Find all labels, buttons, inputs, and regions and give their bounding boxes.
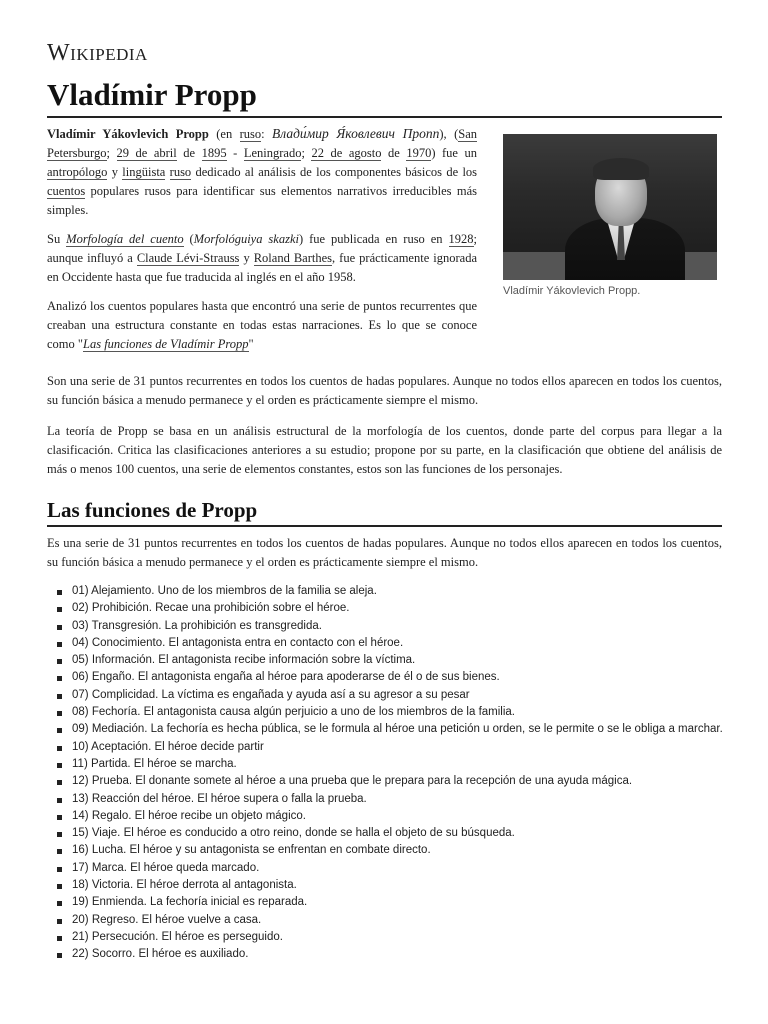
function-list-item: 01) Alejamiento. Uno de los miembros de la familia se aleja.	[47, 583, 737, 600]
text: dedicado al análisis de los componentes básicos de los	[191, 165, 478, 179]
function-list-item: 15) Viaje. El héroe es conducido a otro reino, donde se halla el objeto de su búsqueda.	[47, 825, 737, 842]
link-roland-barthes[interactable]: Roland Barthes	[253, 251, 333, 265]
functions-list	[47, 583, 737, 964]
function-list-item: 09) Mediación. La fechoría es hecha pública, se le formula al héroe una petición u orden, se le permite o se le obliga a marchar.	[47, 721, 737, 738]
function-list-item: 03) Transgresión. La prohibición es transgredida.	[47, 618, 737, 635]
link-1895[interactable]: 1895	[201, 146, 227, 160]
function-list-item: 13) Reacción del héroe. El héroe supera o falla la prueba.	[47, 791, 737, 808]
link-ruso[interactable]: ruso	[239, 127, 262, 141]
photo-figure-hair	[593, 158, 649, 180]
function-list-item: 14) Regalo. El héroe recibe un objeto mágico.	[47, 808, 737, 825]
function-list-item: 02) Prohibición. Recae una prohibición sobre el héroe.	[47, 600, 737, 617]
function-list-item: 21) Persecución. El héroe es perseguido.	[47, 929, 737, 946]
function-list-item: 08) Fechoría. El antagonista causa algún perjuicio a uno de los miembros de la familia.	[47, 704, 737, 721]
link-funciones-de-propp[interactable]: Las funciones de Vladímir Propp	[83, 337, 249, 351]
link-levi-strauss[interactable]: Claude Lévi-Strauss	[136, 251, 240, 265]
link-morfologia-del-cuento[interactable]: Morfología del cuento	[66, 232, 184, 246]
infobox-image	[503, 134, 717, 297]
text: (en	[208, 127, 240, 141]
link-1928[interactable]: 1928	[448, 232, 474, 246]
function-list-item: 06) Engaño. El antagonista engaña al héroe para apoderarse de él o de sus bienes.	[47, 669, 737, 686]
function-list-item: 16) Lucha. El héroe y su antagonista se enfrentan en combate directo.	[47, 842, 737, 859]
link-san-petersburgo[interactable]: San Petersburgo	[47, 127, 477, 160]
page-title: Vladímir Propp	[47, 76, 722, 118]
body-paragraph-b: La teoría de Propp se basa en un análisis estructural de la morfología de los cuentos, donde parte del corpus para llegar a la clasificación. Critica las clasificaciones anteriores a su estudio; propone por su parte, en la clasificación que obtiene del análisis de más o menos 100 cuentos, una serie de elementos constantes, estos son las funciones de los personajes.	[47, 424, 722, 476]
morfologuiya-skazki: Morfológuiya skazki	[193, 232, 299, 246]
text: ;	[301, 146, 312, 160]
body-paragraph-a: Son una serie de 31 puntos recurrentes en todos los cuentos de hadas populares. Aunque no todos ellos aparecen en todos los cuentos, su función básica a menudo permanece y el orden es prácticamente siempre el mismo.	[47, 374, 722, 407]
function-list-item: 10) Aceptación. El héroe decide partir	[47, 739, 737, 756]
text: (	[183, 232, 194, 246]
subject-name: Vladímir Yákovlevich Propp	[47, 127, 209, 141]
intro-paragraph-2	[47, 230, 477, 287]
text: de	[176, 146, 202, 160]
text: y	[239, 251, 254, 265]
function-list-item: 20) Regreso. El héroe vuelve a casa.	[47, 912, 737, 929]
wikipedia-wordmark[interactable]: Wikipedia	[47, 40, 148, 66]
link-ruso-2[interactable]: ruso	[169, 165, 192, 179]
russian-name: Влади́мир Я́ковлевич Пропп	[272, 126, 440, 141]
portrait-photo[interactable]	[503, 134, 717, 280]
function-list-item: 12) Prueba. El donante somete al héroe a una prueba que le prepara para la recepción de una ayuda mágica.	[47, 773, 737, 790]
text: -	[226, 146, 244, 160]
text: ), (	[439, 127, 459, 141]
link-antropologo[interactable]: antropólogo	[47, 165, 108, 179]
text: Su	[47, 232, 67, 246]
image-caption: Vladímir Yákovlevich Propp.	[503, 285, 641, 297]
text: ) fue un	[431, 146, 477, 160]
function-list-item: 19) Enmienda. La fechoría inicial es reparada.	[47, 894, 737, 911]
link-22-de-agosto[interactable]: 22 de agosto	[311, 146, 382, 160]
function-list-item: 22) Socorro. El héroe es auxiliado.	[47, 946, 737, 963]
text: , fue prácticamente ignorada en Occidente hasta que fue traducida al inglés en el año 1958.	[47, 251, 477, 284]
link-leningrado[interactable]: Leningrado	[243, 146, 302, 160]
function-list-item: 11) Partida. El héroe se marcha.	[47, 756, 737, 773]
function-list-item: 18) Victoria. El héroe derrota al antagonista.	[47, 877, 737, 894]
link-cuentos[interactable]: cuentos	[47, 184, 86, 198]
text: ;	[106, 146, 117, 160]
text: ) fue publicada en ruso en	[298, 232, 449, 246]
section-heading-funciones: Las funciones de Propp	[47, 496, 722, 527]
intro-paragraph-1	[47, 124, 477, 220]
link-linguista[interactable]: lingüista	[122, 165, 166, 179]
function-list-item: 17) Marca. El héroe queda marcado.	[47, 860, 737, 877]
function-list-item: 05) Información. El antagonista recibe información sobre la víctima.	[47, 652, 737, 669]
text: ; aunque influyó a	[47, 232, 477, 265]
function-list-item: 07) Complicidad. La víctima es engañada y ayuda así a su agresor a su pesar	[47, 687, 737, 704]
text: de	[381, 146, 407, 160]
intro-paragraph-3	[47, 297, 477, 354]
function-list-item: 04) Conocimiento. El antagonista entra en contacto con el héroe.	[47, 635, 737, 652]
text	[165, 165, 169, 179]
text: "	[248, 337, 254, 351]
text: populares rusos para identificar sus elementos narrativos irreducibles más simples.	[47, 184, 477, 217]
intro-section	[47, 124, 477, 364]
text: y	[107, 165, 123, 179]
link-1970[interactable]: 1970	[406, 146, 432, 160]
text: Analizó los cuentos populares hasta que encontró una serie de puntos recurrentes que creaban una estructura constante en todas estas narraciones. Es lo que se conoce como "	[47, 299, 477, 351]
section-intro-paragraph: Es una serie de 31 puntos recurrentes en todos los cuentos de hadas populares. Aunque no todos ellos aparecen en todos los cuentos, su función básica a menudo permanece y el orden es prácticamente siempre el mismo.	[47, 536, 722, 569]
text: :	[261, 127, 273, 141]
link-29-de-abril[interactable]: 29 de abril	[116, 146, 177, 160]
